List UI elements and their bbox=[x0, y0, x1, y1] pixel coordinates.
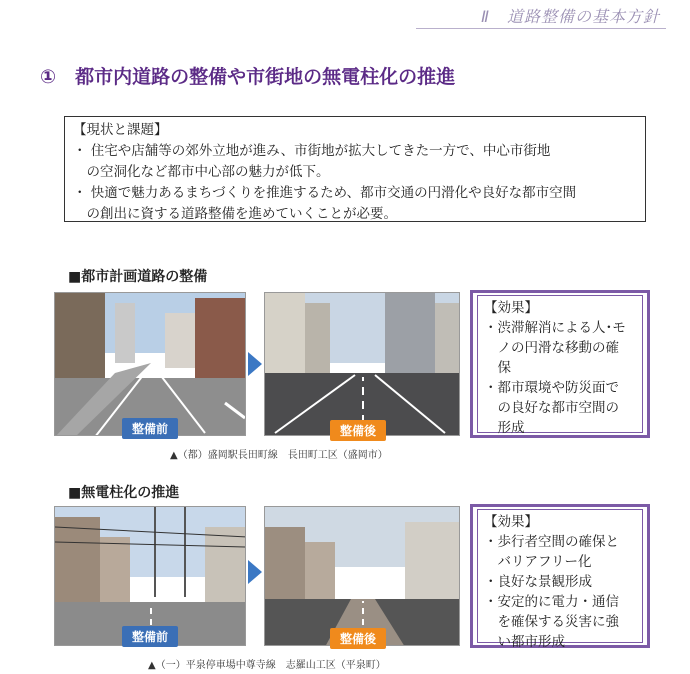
effect-item: ・良好な景観形成 bbox=[484, 574, 592, 590]
block2-title: ■無電柱化の推進 bbox=[68, 485, 180, 501]
issues-line: ・ 住宅や店舗等の郊外立地が進み、市街地が拡大してきた一方で、中心市街地 bbox=[73, 143, 551, 159]
block1-before-badge: 整備前 bbox=[122, 418, 178, 439]
effect-item: を確保する災害に強 bbox=[484, 614, 619, 630]
section-title: ① 都市内道路の整備や市街地の無電柱化の推進 bbox=[40, 66, 456, 88]
block1-title: ■都市計画道路の整備 bbox=[68, 269, 208, 285]
effect-heading: 【効果】 bbox=[484, 514, 538, 530]
effect-item: ・歩行者空間の確保と bbox=[484, 534, 619, 550]
issues-box bbox=[64, 116, 646, 222]
issues-line: ・ 快適で魅力あるまちづくりを推進するため、都市交通の円滑化や良好な都市空間 bbox=[73, 185, 577, 201]
block1-after-badge: 整備後 bbox=[330, 420, 386, 441]
effect-item: ・都市環境や防災面で bbox=[484, 380, 619, 396]
block2-arrow-icon bbox=[248, 560, 262, 584]
effect-item: の良好な都市空間の bbox=[484, 400, 619, 416]
block1-caption: ▲（都）盛岡駅長田町線 長田町工区（盛岡市） bbox=[170, 450, 388, 461]
effect-item: ノの円滑な移動の確 bbox=[484, 340, 619, 356]
block1-before-photo bbox=[54, 292, 246, 436]
block2-after-photo bbox=[264, 506, 460, 646]
block1-effects-box bbox=[470, 290, 650, 438]
block1-after-photo bbox=[264, 292, 460, 436]
effect-item: 形成 bbox=[484, 420, 525, 436]
effect-item: い都市形成 bbox=[484, 634, 565, 650]
effect-item: ・安定的に電力・通信 bbox=[484, 594, 619, 610]
effect-heading: 【効果】 bbox=[484, 300, 538, 316]
effect-item: バリアフリー化 bbox=[484, 554, 592, 570]
effect-item: ・渋滞解消による人･モ bbox=[484, 320, 626, 336]
effect-item: 保 bbox=[484, 360, 511, 376]
issues-line: の空洞化など都市中心部の魅力が低下。 bbox=[73, 164, 330, 180]
block2-effects-box bbox=[470, 504, 650, 648]
block2-before-photo bbox=[54, 506, 246, 646]
block1-arrow-icon bbox=[248, 352, 262, 376]
issues-heading: 【現状と課題】 bbox=[73, 122, 168, 138]
block2-caption: ▲（一）平泉停車場中尊寺線 志羅山工区（平泉町） bbox=[148, 660, 386, 671]
block2-after-badge: 整備後 bbox=[330, 628, 386, 649]
chapter-heading: Ⅱ 道路整備の基本方針 bbox=[481, 7, 660, 26]
issues-line: の創出に資する道路整備を進めていくことが必要。 bbox=[73, 206, 397, 222]
block2-before-badge: 整備前 bbox=[122, 626, 178, 647]
chapter-underline bbox=[416, 28, 666, 29]
